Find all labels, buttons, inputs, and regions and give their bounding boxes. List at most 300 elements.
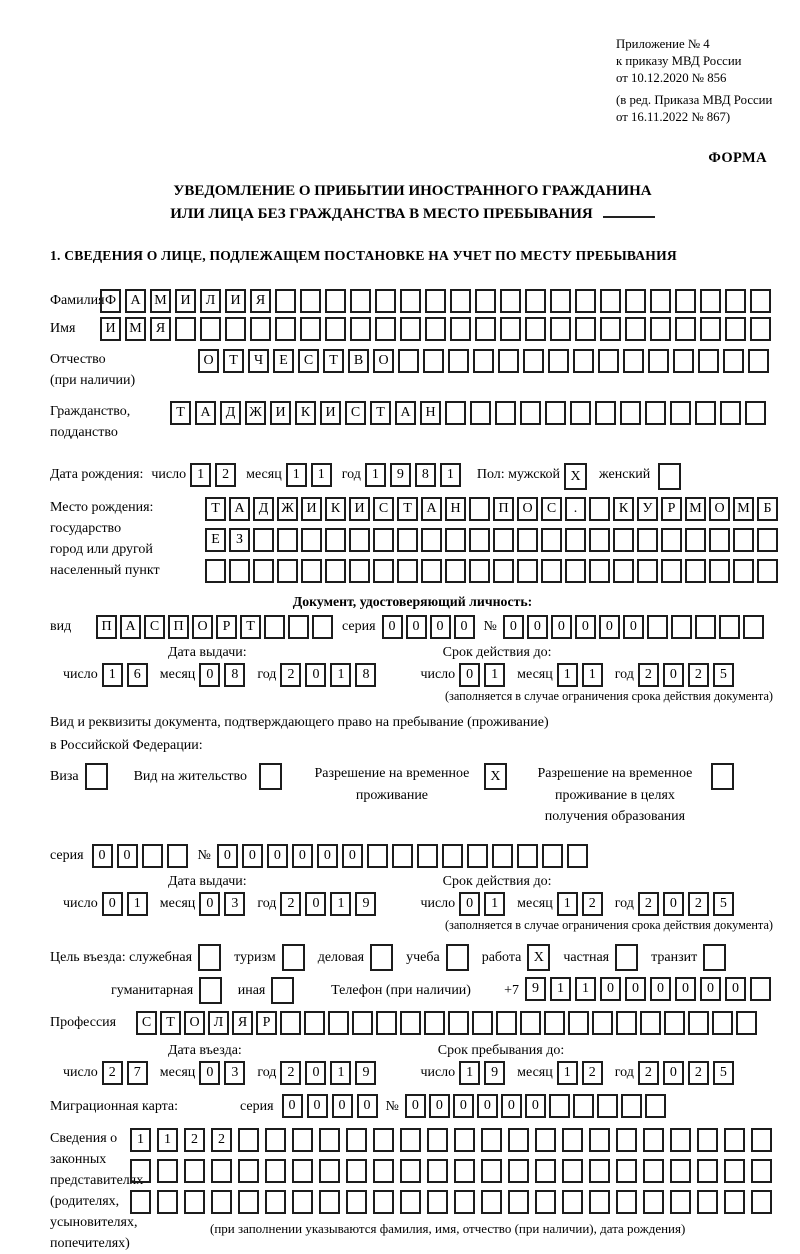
- char-cell[interactable]: Д: [220, 401, 241, 425]
- doc-type-input[interactable]: [96, 615, 336, 639]
- permit-valid-month-input[interactable]: [557, 892, 607, 916]
- char-cell[interactable]: [661, 559, 682, 583]
- char-cell[interactable]: [589, 528, 610, 552]
- char-cell[interactable]: [301, 528, 322, 552]
- char-cell[interactable]: [85, 763, 108, 790]
- char-cell[interactable]: [493, 528, 514, 552]
- char-cell[interactable]: 0: [525, 1094, 546, 1118]
- char-cell[interactable]: [613, 528, 634, 552]
- permit-series-input[interactable]: [92, 844, 192, 868]
- char-cell[interactable]: [565, 559, 586, 583]
- char-cell[interactable]: [265, 1190, 286, 1214]
- char-cell[interactable]: [470, 401, 491, 425]
- birthplace-input-line2[interactable]: [205, 528, 781, 552]
- char-cell[interactable]: 1: [330, 663, 351, 687]
- char-cell[interactable]: С: [136, 1011, 157, 1035]
- char-cell[interactable]: Т: [205, 497, 226, 521]
- char-cell[interactable]: [319, 1128, 340, 1152]
- char-cell[interactable]: [573, 1094, 594, 1118]
- char-cell[interactable]: [442, 844, 463, 868]
- purpose-work-checkbox[interactable]: [527, 944, 550, 971]
- char-cell[interactable]: [445, 559, 466, 583]
- char-cell[interactable]: [733, 528, 754, 552]
- char-cell[interactable]: 9: [355, 892, 376, 916]
- stay-day-input[interactable]: [459, 1061, 509, 1085]
- char-cell[interactable]: 8: [415, 463, 436, 487]
- char-cell[interactable]: [525, 289, 546, 313]
- char-cell[interactable]: [542, 844, 563, 868]
- char-cell[interactable]: [271, 977, 294, 1004]
- char-cell[interactable]: Р: [216, 615, 237, 639]
- sex-female-checkbox[interactable]: [658, 463, 681, 490]
- char-cell[interactable]: 0: [503, 615, 524, 639]
- char-cell[interactable]: [167, 844, 188, 868]
- char-cell[interactable]: [481, 1190, 502, 1214]
- char-cell[interactable]: И: [225, 289, 246, 313]
- char-cell[interactable]: 2: [184, 1128, 205, 1152]
- char-cell[interactable]: [475, 289, 496, 313]
- permit-issue-year-input[interactable]: [280, 892, 380, 916]
- char-cell[interactable]: [400, 1128, 421, 1152]
- char-cell[interactable]: А: [395, 401, 416, 425]
- purpose-official-checkbox[interactable]: [198, 944, 221, 971]
- purpose-study-checkbox[interactable]: [446, 944, 469, 971]
- char-cell[interactable]: 0: [663, 1061, 684, 1085]
- char-cell[interactable]: М: [150, 289, 171, 313]
- char-cell[interactable]: 6: [127, 663, 148, 687]
- char-cell[interactable]: [275, 317, 296, 341]
- char-cell[interactable]: [392, 844, 413, 868]
- char-cell[interactable]: [757, 528, 778, 552]
- char-cell[interactable]: [238, 1190, 259, 1214]
- char-cell[interactable]: 0: [332, 1094, 353, 1118]
- char-cell[interactable]: [277, 559, 298, 583]
- char-cell[interactable]: [637, 528, 658, 552]
- char-cell[interactable]: [500, 289, 521, 313]
- char-cell[interactable]: И: [270, 401, 291, 425]
- char-cell[interactable]: [496, 1011, 517, 1035]
- char-cell[interactable]: [517, 844, 538, 868]
- char-cell[interactable]: [304, 1011, 325, 1035]
- char-cell[interactable]: [650, 317, 671, 341]
- residence-permit-checkbox[interactable]: [259, 763, 282, 790]
- char-cell[interactable]: [253, 528, 274, 552]
- char-cell[interactable]: 2: [211, 1128, 232, 1152]
- char-cell[interactable]: [637, 559, 658, 583]
- char-cell[interactable]: [421, 528, 442, 552]
- char-cell[interactable]: 2: [688, 1061, 709, 1085]
- char-cell[interactable]: [703, 944, 726, 971]
- char-cell[interactable]: [373, 1128, 394, 1152]
- char-cell[interactable]: [562, 1190, 583, 1214]
- char-cell[interactable]: 1: [440, 463, 461, 487]
- char-cell[interactable]: [748, 349, 769, 373]
- char-cell[interactable]: 0: [453, 1094, 474, 1118]
- doc-series-input[interactable]: [382, 615, 478, 639]
- char-cell[interactable]: М: [125, 317, 146, 341]
- char-cell[interactable]: [570, 401, 591, 425]
- char-cell[interactable]: И: [175, 289, 196, 313]
- char-cell[interactable]: С: [345, 401, 366, 425]
- char-cell[interactable]: [469, 559, 490, 583]
- stay-year-input[interactable]: [638, 1061, 738, 1085]
- char-cell[interactable]: [472, 1011, 493, 1035]
- char-cell[interactable]: [541, 559, 562, 583]
- char-cell[interactable]: А: [421, 497, 442, 521]
- char-cell[interactable]: [425, 289, 446, 313]
- char-cell[interactable]: 1: [286, 463, 307, 487]
- char-cell[interactable]: [598, 349, 619, 373]
- char-cell[interactable]: [675, 317, 696, 341]
- char-cell[interactable]: [757, 559, 778, 583]
- migcard-number-input[interactable]: [405, 1094, 669, 1118]
- char-cell[interactable]: [541, 528, 562, 552]
- char-cell[interactable]: [750, 977, 771, 1001]
- char-cell[interactable]: 0: [305, 663, 326, 687]
- char-cell[interactable]: 0: [199, 892, 220, 916]
- char-cell[interactable]: [300, 289, 321, 313]
- doc-issue-year-input[interactable]: [280, 663, 380, 687]
- char-cell[interactable]: 0: [575, 615, 596, 639]
- char-cell[interactable]: [375, 317, 396, 341]
- char-cell[interactable]: [725, 289, 746, 313]
- char-cell[interactable]: [498, 349, 519, 373]
- char-cell[interactable]: [750, 317, 771, 341]
- char-cell[interactable]: 0: [430, 615, 451, 639]
- birth-year-input[interactable]: [365, 463, 465, 487]
- char-cell[interactable]: [376, 1011, 397, 1035]
- char-cell[interactable]: 1: [130, 1128, 151, 1152]
- char-cell[interactable]: [648, 349, 669, 373]
- char-cell[interactable]: У: [637, 497, 658, 521]
- char-cell[interactable]: 0: [92, 844, 113, 868]
- char-cell[interactable]: [597, 1094, 618, 1118]
- char-cell[interactable]: [517, 559, 538, 583]
- char-cell[interactable]: [575, 317, 596, 341]
- char-cell[interactable]: [725, 317, 746, 341]
- char-cell[interactable]: 1: [575, 977, 596, 1001]
- char-cell[interactable]: Л: [200, 289, 221, 313]
- birthplace-input-line1[interactable]: [205, 497, 781, 521]
- char-cell[interactable]: 0: [292, 844, 313, 868]
- char-cell[interactable]: 7: [127, 1061, 148, 1085]
- char-cell[interactable]: [567, 844, 588, 868]
- patronymic-input[interactable]: [198, 349, 773, 373]
- char-cell[interactable]: [370, 944, 393, 971]
- char-cell[interactable]: [282, 944, 305, 971]
- char-cell[interactable]: 1: [330, 892, 351, 916]
- char-cell[interactable]: [661, 528, 682, 552]
- char-cell[interactable]: [647, 615, 668, 639]
- char-cell[interactable]: О: [184, 1011, 205, 1035]
- char-cell[interactable]: [545, 401, 566, 425]
- char-cell[interactable]: [400, 289, 421, 313]
- char-cell[interactable]: [493, 559, 514, 583]
- permit-issue-month-input[interactable]: [199, 892, 249, 916]
- permit-valid-day-input[interactable]: [459, 892, 509, 916]
- char-cell[interactable]: 2: [582, 892, 603, 916]
- char-cell[interactable]: А: [229, 497, 250, 521]
- char-cell[interactable]: [550, 317, 571, 341]
- doc-issue-month-input[interactable]: [199, 663, 249, 687]
- char-cell[interactable]: 0: [663, 663, 684, 687]
- char-cell[interactable]: 0: [317, 844, 338, 868]
- char-cell[interactable]: [346, 1128, 367, 1152]
- char-cell[interactable]: 1: [484, 663, 505, 687]
- char-cell[interactable]: [300, 317, 321, 341]
- char-cell[interactable]: [367, 844, 388, 868]
- char-cell[interactable]: [719, 615, 740, 639]
- char-cell[interactable]: Е: [273, 349, 294, 373]
- migcard-series-input[interactable]: [282, 1094, 382, 1118]
- char-cell[interactable]: [184, 1190, 205, 1214]
- char-cell[interactable]: [259, 763, 282, 790]
- char-cell[interactable]: Ж: [277, 497, 298, 521]
- char-cell[interactable]: [589, 559, 610, 583]
- char-cell[interactable]: И: [320, 401, 341, 425]
- char-cell[interactable]: 2: [688, 892, 709, 916]
- char-cell[interactable]: [695, 615, 716, 639]
- char-cell[interactable]: [592, 1011, 613, 1035]
- char-cell[interactable]: [723, 349, 744, 373]
- char-cell[interactable]: 1: [557, 1061, 578, 1085]
- char-cell[interactable]: [277, 528, 298, 552]
- char-cell[interactable]: О: [198, 349, 219, 373]
- purpose-tourism-checkbox[interactable]: [282, 944, 305, 971]
- char-cell[interactable]: [697, 1190, 718, 1214]
- char-cell[interactable]: [685, 528, 706, 552]
- char-cell[interactable]: 0: [217, 844, 238, 868]
- char-cell[interactable]: [709, 559, 730, 583]
- birth-month-input[interactable]: [286, 463, 336, 487]
- char-cell[interactable]: [711, 763, 734, 790]
- char-cell[interactable]: [600, 317, 621, 341]
- char-cell[interactable]: П: [168, 615, 189, 639]
- char-cell[interactable]: 0: [625, 977, 646, 1001]
- char-cell[interactable]: [198, 944, 221, 971]
- char-cell[interactable]: [157, 1190, 178, 1214]
- char-cell[interactable]: [454, 1190, 475, 1214]
- char-cell[interactable]: [473, 349, 494, 373]
- char-cell[interactable]: [264, 615, 285, 639]
- char-cell[interactable]: [544, 1011, 565, 1035]
- representatives-input-line1[interactable]: [130, 1128, 778, 1152]
- char-cell[interactable]: [328, 1011, 349, 1035]
- birthplace-input-line3[interactable]: [205, 559, 781, 583]
- permit-valid-year-input[interactable]: [638, 892, 738, 916]
- char-cell[interactable]: [520, 1011, 541, 1035]
- char-cell[interactable]: 2: [280, 892, 301, 916]
- char-cell[interactable]: [621, 1094, 642, 1118]
- char-cell[interactable]: [613, 559, 634, 583]
- surname-input[interactable]: [100, 289, 775, 313]
- char-cell[interactable]: [643, 1128, 664, 1152]
- char-cell[interactable]: 0: [117, 844, 138, 868]
- char-cell[interactable]: 0: [527, 615, 548, 639]
- char-cell[interactable]: 0: [357, 1094, 378, 1118]
- char-cell[interactable]: X: [484, 763, 507, 790]
- char-cell[interactable]: В: [348, 349, 369, 373]
- phone-input[interactable]: [525, 977, 775, 1001]
- char-cell[interactable]: [573, 349, 594, 373]
- char-cell[interactable]: [664, 1011, 685, 1035]
- char-cell[interactable]: 2: [638, 1061, 659, 1085]
- char-cell[interactable]: [417, 844, 438, 868]
- entry-month-input[interactable]: [199, 1061, 249, 1085]
- char-cell[interactable]: [467, 844, 488, 868]
- char-cell[interactable]: [301, 559, 322, 583]
- char-cell[interactable]: 9: [525, 977, 546, 1001]
- char-cell[interactable]: [397, 528, 418, 552]
- char-cell[interactable]: 0: [675, 977, 696, 1001]
- char-cell[interactable]: [350, 289, 371, 313]
- char-cell[interactable]: Я: [250, 289, 271, 313]
- char-cell[interactable]: 0: [663, 892, 684, 916]
- char-cell[interactable]: [445, 528, 466, 552]
- char-cell[interactable]: [697, 1128, 718, 1152]
- char-cell[interactable]: О: [192, 615, 213, 639]
- purpose-transit-checkbox[interactable]: [703, 944, 726, 971]
- char-cell[interactable]: Ф: [100, 289, 121, 313]
- char-cell[interactable]: [595, 401, 616, 425]
- char-cell[interactable]: [469, 528, 490, 552]
- char-cell[interactable]: [724, 1190, 745, 1214]
- char-cell[interactable]: 0: [382, 615, 403, 639]
- char-cell[interactable]: [423, 349, 444, 373]
- visa-checkbox[interactable]: [85, 763, 108, 790]
- char-cell[interactable]: 9: [390, 463, 411, 487]
- purpose-private-checkbox[interactable]: [615, 944, 638, 971]
- char-cell[interactable]: [625, 317, 646, 341]
- char-cell[interactable]: 1: [157, 1128, 178, 1152]
- char-cell[interactable]: Т: [240, 615, 261, 639]
- char-cell[interactable]: 1: [102, 663, 123, 687]
- char-cell[interactable]: 1: [582, 663, 603, 687]
- char-cell[interactable]: Т: [160, 1011, 181, 1035]
- stay-month-input[interactable]: [557, 1061, 607, 1085]
- char-cell[interactable]: 5: [713, 892, 734, 916]
- char-cell[interactable]: 2: [638, 663, 659, 687]
- char-cell[interactable]: [743, 615, 764, 639]
- purpose-other-checkbox[interactable]: [271, 977, 294, 1004]
- char-cell[interactable]: А: [125, 289, 146, 313]
- char-cell[interactable]: О: [517, 497, 538, 521]
- doc-valid-month-input[interactable]: [557, 663, 607, 687]
- char-cell[interactable]: [523, 349, 544, 373]
- char-cell[interactable]: [508, 1128, 529, 1152]
- char-cell[interactable]: [695, 401, 716, 425]
- doc-valid-day-input[interactable]: [459, 663, 509, 687]
- char-cell[interactable]: Т: [170, 401, 191, 425]
- char-cell[interactable]: 3: [224, 892, 245, 916]
- char-cell[interactable]: [450, 289, 471, 313]
- char-cell[interactable]: [615, 944, 638, 971]
- char-cell[interactable]: [325, 528, 346, 552]
- char-cell[interactable]: [481, 1128, 502, 1152]
- char-cell[interactable]: М: [685, 497, 706, 521]
- char-cell[interactable]: [400, 1011, 421, 1035]
- char-cell[interactable]: [250, 317, 271, 341]
- birth-day-input[interactable]: [190, 463, 240, 487]
- char-cell[interactable]: [520, 401, 541, 425]
- char-cell[interactable]: [643, 1190, 664, 1214]
- char-cell[interactable]: [373, 559, 394, 583]
- char-cell[interactable]: 0: [305, 892, 326, 916]
- char-cell[interactable]: [698, 349, 719, 373]
- char-cell[interactable]: Ч: [248, 349, 269, 373]
- char-cell[interactable]: Р: [661, 497, 682, 521]
- char-cell[interactable]: 1: [557, 892, 578, 916]
- char-cell[interactable]: Н: [445, 497, 466, 521]
- char-cell[interactable]: 1: [330, 1061, 351, 1085]
- char-cell[interactable]: [349, 528, 370, 552]
- char-cell[interactable]: 0: [102, 892, 123, 916]
- given-name-input[interactable]: [100, 317, 775, 341]
- char-cell[interactable]: 0: [700, 977, 721, 1001]
- char-cell[interactable]: П: [96, 615, 117, 639]
- entry-day-input[interactable]: [102, 1061, 152, 1085]
- char-cell[interactable]: 1: [459, 1061, 480, 1085]
- purpose-humanitarian-checkbox[interactable]: [199, 977, 222, 1004]
- char-cell[interactable]: 1: [484, 892, 505, 916]
- char-cell[interactable]: [700, 289, 721, 313]
- purpose-business-checkbox[interactable]: [370, 944, 393, 971]
- char-cell[interactable]: [280, 1011, 301, 1035]
- char-cell[interactable]: 0: [199, 1061, 220, 1085]
- char-cell[interactable]: Я: [232, 1011, 253, 1035]
- char-cell[interactable]: А: [120, 615, 141, 639]
- char-cell[interactable]: И: [100, 317, 121, 341]
- char-cell[interactable]: [645, 401, 666, 425]
- char-cell[interactable]: [750, 289, 771, 313]
- char-cell[interactable]: [685, 559, 706, 583]
- char-cell[interactable]: [292, 1128, 313, 1152]
- char-cell[interactable]: [200, 317, 221, 341]
- char-cell[interactable]: [400, 1190, 421, 1214]
- char-cell[interactable]: 8: [224, 663, 245, 687]
- char-cell[interactable]: [495, 401, 516, 425]
- char-cell[interactable]: [288, 615, 309, 639]
- char-cell[interactable]: [549, 1094, 570, 1118]
- char-cell[interactable]: 0: [459, 892, 480, 916]
- char-cell[interactable]: Т: [370, 401, 391, 425]
- entry-year-input[interactable]: [280, 1061, 380, 1085]
- char-cell[interactable]: С: [373, 497, 394, 521]
- char-cell[interactable]: [400, 317, 421, 341]
- char-cell[interactable]: [565, 528, 586, 552]
- char-cell[interactable]: 0: [267, 844, 288, 868]
- char-cell[interactable]: 3: [224, 1061, 245, 1085]
- char-cell[interactable]: [349, 559, 370, 583]
- char-cell[interactable]: 0: [199, 663, 220, 687]
- sex-male-checkbox[interactable]: [564, 463, 587, 490]
- char-cell[interactable]: П: [493, 497, 514, 521]
- char-cell[interactable]: О: [373, 349, 394, 373]
- char-cell[interactable]: 0: [501, 1094, 522, 1118]
- char-cell[interactable]: [373, 1190, 394, 1214]
- char-cell[interactable]: [205, 559, 226, 583]
- char-cell[interactable]: К: [325, 497, 346, 521]
- char-cell[interactable]: [225, 317, 246, 341]
- representatives-input-line3[interactable]: [130, 1190, 778, 1214]
- char-cell[interactable]: Б: [757, 497, 778, 521]
- char-cell[interactable]: [346, 1190, 367, 1214]
- char-cell[interactable]: [492, 844, 513, 868]
- char-cell[interactable]: [625, 289, 646, 313]
- char-cell[interactable]: 0: [305, 1061, 326, 1085]
- char-cell[interactable]: О: [709, 497, 730, 521]
- char-cell[interactable]: [620, 401, 641, 425]
